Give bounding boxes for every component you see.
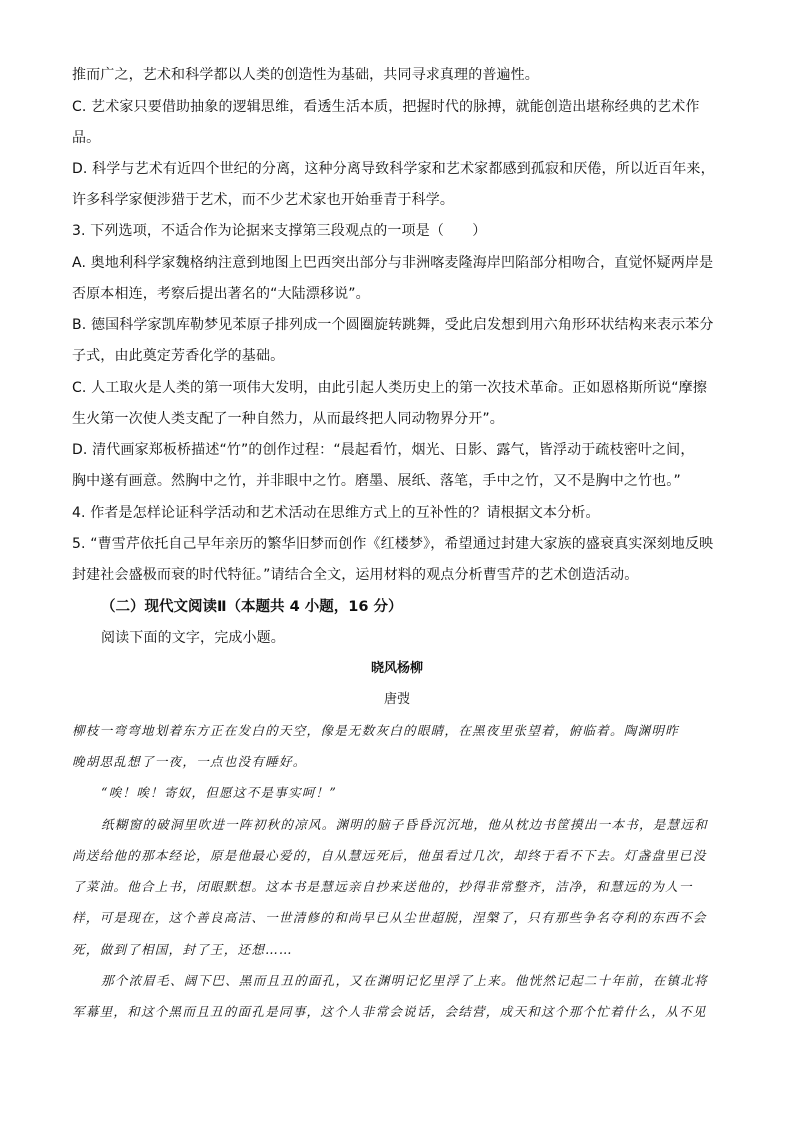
option-c-line: 品。 (72, 130, 101, 146)
option-d-line: D. 清代画家郑板桥描述“竹”的创作过程：“晨起看竹，烟光、日影、露气，皆浮动于疏枝密叶之间， (72, 442, 695, 458)
question-4: 4. 作者是怎样论证科学活动和艺术活动在思维方式上的互补性的？请根据文本分析。 (72, 505, 600, 521)
question-3: 3. 下列选项，不适合作为论据来支撑第三段观点的一项是（ ） (72, 223, 487, 239)
story-line: 死，做到了相国，封了王，还想…… (72, 942, 293, 957)
option-d-line: D. 科学与艺术有近四个世纪的分离，这种分离导致科学家和艺术家都感到孤寂和厌倦，所以近百年来， (72, 161, 715, 177)
story-line: 样，可是现在，这个善良高洁、一世清修的和尚早已从尘世超脱，涅槃了，只有那些争名夺利的东西不会 (72, 910, 707, 925)
option-c-line: C. 人工取火是人类的第一项伟大发明，由此引起人类历史上的第一次技术革命。正如恩格斯所说“摩擦 (72, 380, 707, 396)
story-line: 那个浓眉毛、阔下巴、黑而且丑的面孔，又在渊明记忆里浮了上来。他恍然记起二十年前，在镇北将 (101, 973, 708, 988)
story-line: 尚送给他的那本经论，原是他最心爱的，自从慧远死后，他虽看过几次，却终于看不下去。灯盏盘里已没 (72, 848, 707, 863)
story-line: 军幕里，和这个黑而且丑的面孔是同事，这个人非常会说话，会结营，成天和这个那个忙着什么，从不见 (72, 1004, 707, 1019)
story-line: 晚胡思乱想了一夜，一点也没有睡好。 (72, 754, 307, 769)
story-title: 晓风杨柳 (370, 661, 423, 676)
question-line: 推而广之，艺术和科学都以人类的创造性为基础，共同寻求真理的普遍性。 (72, 67, 539, 83)
option-d-line: 许多科学家便涉猎于艺术，而不少艺术家也开始垂青于科学。 (72, 192, 455, 208)
instruction-text: 阅读下面的文字，完成小题。 (101, 630, 285, 646)
story-line: 纸糊窗的破洞里吹进一阵初秋的凉风。渊明的脑子昏昏沉沉地，他从枕边书筐摸出一本书，是慧远和 (101, 817, 708, 832)
option-b-line: B. 德国科学家凯库勒梦见苯原子排列成一个圆圈旋转跳舞，受此启发想到用六角形环状结构来表示苯分 (72, 317, 714, 333)
story-author: 唐弢 (383, 692, 410, 707)
option-a-line: A. 奥地利科学家魏格纳注意到地图上巴西突出部分与非洲喀麦隆海岸凹陷部分相吻合，直觉怀疑两岸是 (72, 255, 714, 271)
option-d-line: 胸中遂有画意。然胸中之竹，并非眼中之竹。磨墨、展纸、落笔，手中之竹，又不是胸中之竹也。” (72, 473, 681, 489)
option-a-line: 否原本相连，考察后提出著名的“大陆漂移说”。 (72, 286, 370, 302)
option-b-line: 子式，由此奠定芳香化学的基础。 (72, 348, 285, 364)
section-heading: （二）现代文阅读Ⅱ（本题共 4 小题，16 分） (101, 599, 403, 615)
story-line: “唉！唉！寄奴，但愿这不是事实呵！” (101, 785, 337, 800)
option-c-line: 生火第一次使人类支配了一种自然力，从而最终把人同动物界分开”。 (72, 411, 504, 427)
story-line: 柳枝一弯弯地划着东方正在发白的天空，像是无数灰白的眼睛，在黑夜里张望着，俯临着。陶渊明昨 (72, 723, 679, 738)
question-5: 5. “曹雪芹依托自己早年亲历的繁华旧梦而创作《红楼梦》，希望通过封建大家族的盛衰真实深刻地反映 (72, 536, 714, 552)
question-5: 封建社会盛极而衰的时代特征。”请结合全文，运用材料的观点分析曹雪芹的艺术创造活动。 (72, 567, 639, 583)
story-line: 了菜油。他合上书，闭眼默想。这本书是慧远亲自抄来送他的，抄得非常整齐，洁净，和慧远的为人一 (72, 879, 693, 894)
option-c-line: C. 艺术家只要借助抽象的逻辑思维，看透生活本质，把握时代的脉搏，就能创造出堪称经典的艺术作 (72, 99, 700, 115)
